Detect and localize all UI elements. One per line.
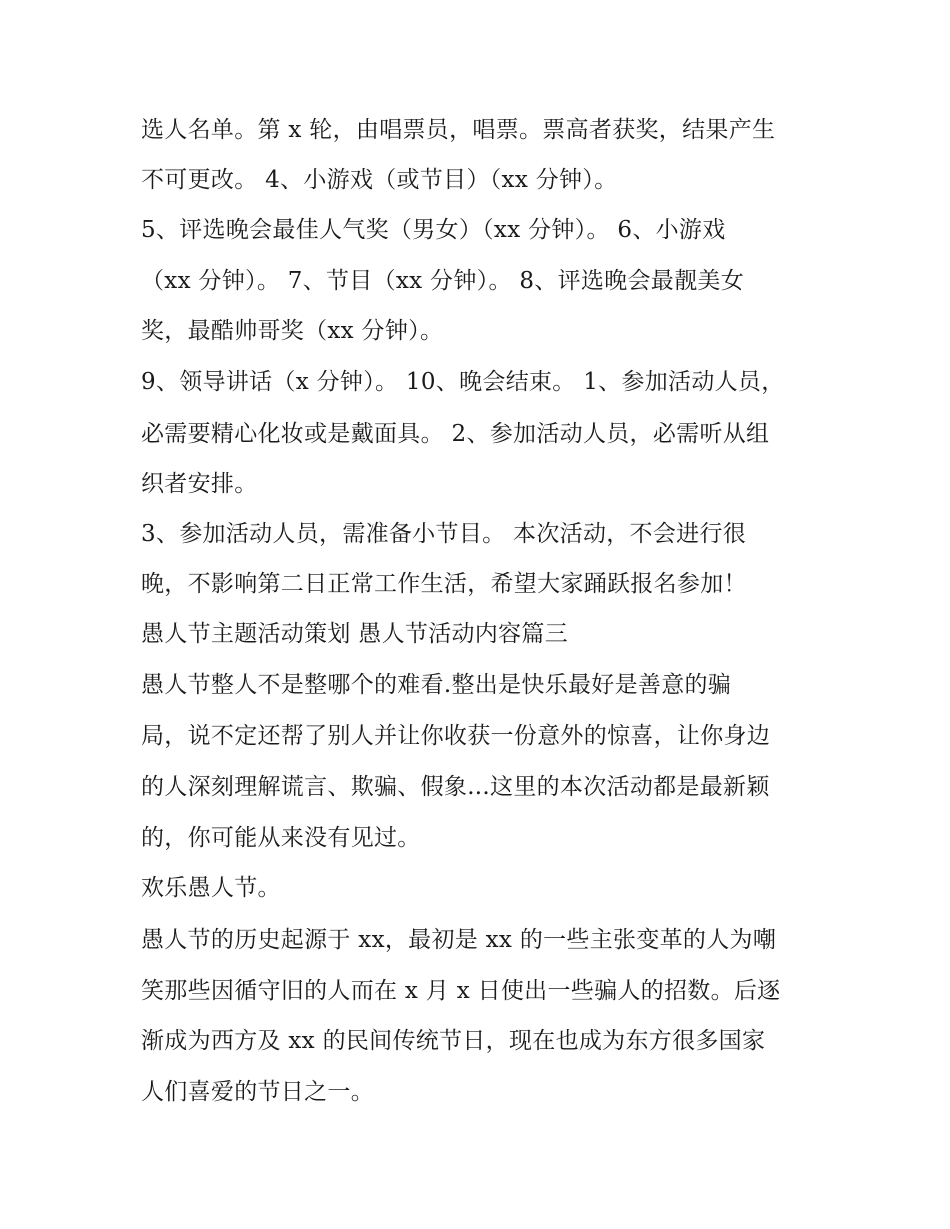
text-line: 选人名单。第 x 轮，由唱票员，唱票。票高者获奖，结果产生 [141,117,776,143]
text-line: 愚人节整人不是整哪个的难看.整出是快乐最好是善意的骗 [141,672,732,698]
text-line: 必需要精心化妆或是戴面具。 2、参加活动人员，必需听从组 [141,421,770,447]
text-line: 9、领导讲话（x 分钟）。 10、晚会结束。 1、参加活动人员， [141,369,785,395]
text-line: 人们喜爱的节日之一。 [141,1079,374,1105]
text-line: 织者安排。 [141,471,258,497]
section-heading: 愚人节主题活动策划 愚人节活动内容篇三 [141,621,569,647]
text-line: 的，你可能从来没有见过。 [141,825,421,851]
text-line: 渐成为西方及 xx 的民间传统节日，现在也成为东方很多国家 [141,1028,766,1054]
text-line: 的人深刻理解谎言、欺骗、假象...这里的本次活动都是最新颖 [141,774,770,800]
text-line: 愚人节的历史起源于 xx，最初是 xx 的一些主张变革的人为嘲 [141,927,777,953]
text-line: 晚，不影响第二日正常工作生活，希望大家踊跃报名参加！ [141,571,747,597]
text-line: 3、参加活动人员，需准备小节目。 本次活动，不会进行很 [141,521,747,547]
text-line: 局，说不定还帮了别人并让你收获一份意外的惊喜，让你身边 [141,723,771,749]
text-line: 欢乐愚人节。 [141,875,281,901]
text-line: 奖，最酷帅哥奖（xx 分钟）。 [141,318,444,344]
text-line: 5、评选晚会最佳人气奖（男女）（xx 分钟）。 6、小游戏 [141,217,726,243]
text-line: 笑那些因循守旧的人而在 x 月 x 日使出一些骗人的招数。后逐 [141,978,781,1004]
text-line: 不可更改。 4、小游戏（或节目）（xx 分钟）。 [141,167,618,193]
text-line: （xx 分钟）。 7、节目（xx 分钟）。 8、评选晚会最靓美女 [141,268,744,294]
